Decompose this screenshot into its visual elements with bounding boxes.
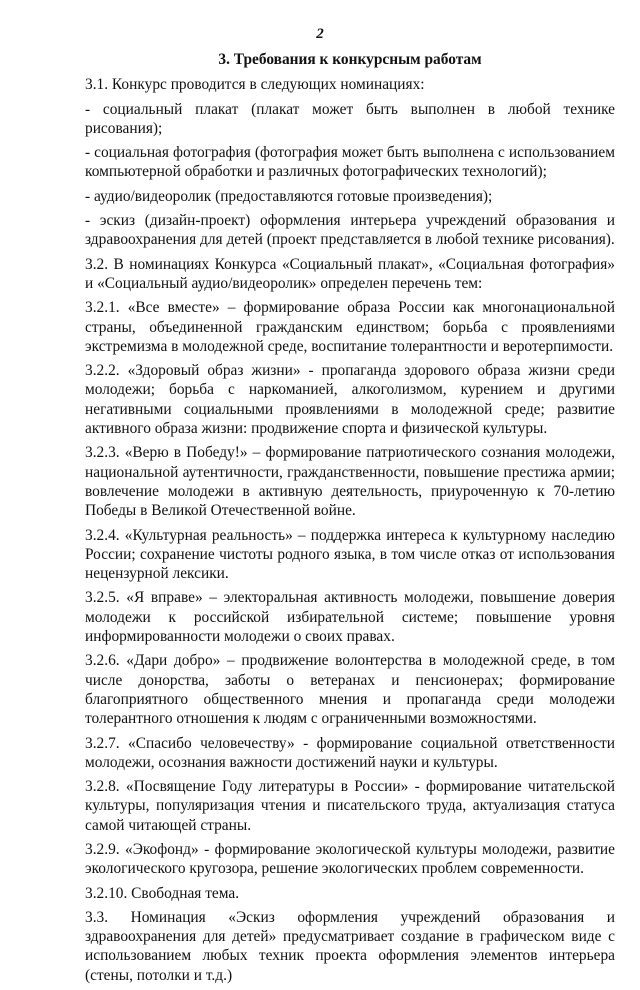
paragraph-photo: - социальная фотография (фотография может быть выполнена с использованием компьютерной обработки и различных фотографических технологий); xyxy=(85,144,615,181)
paragraph-3-2-4: 3.2.4. «Культурная реальность» – поддержка интереса к культурному наследию России; сохранение чистоты родного языка, в том числе отказ от использования нецензурной лексики. xyxy=(85,526,615,583)
page-number: 2 xyxy=(316,26,324,42)
paragraph-3-2-5: 3.2.5. «Я вправе» – электоральная активность молодежи, повышение доверия молодежи к российской избирательной системе; повышение уровня информированности молодежи о своих правах. xyxy=(85,589,615,646)
section-heading: 3. Требования к конкурсным работам xyxy=(218,51,482,68)
paragraph-3-2-10: 3.2.10. Свободная тема. xyxy=(85,884,240,902)
paragraph-3-2-9: 3.2.9. «Экофонд» - формирование экологической культуры молодежи, развитие экологического кругозора, решение экологических проблем современности. xyxy=(85,840,615,878)
paragraph-3-3: 3.3. Номинация «Эскиз оформления учреждений образования и здравоохранения для детей» предусматривает создание в графическом виде с использованием любых техник проекта оформления элементов интерьера (стены, потолки и т.д.) xyxy=(85,908,615,984)
paragraph-3-2-8: 3.2.8. «Посвящение Году литературы в России» - формирование читательской культуры, популяризация чтения и писательского труда, актуализация статуса самой читающей страны. xyxy=(85,778,615,834)
document-body xyxy=(85,50,615,990)
paragraph-3-2-6: 3.2.6. «Дари добро» – продвижение волонтерства в молодежной среде, в том числе донорства, заботы о ветеранах и пенсионерах; формирование благоприятного общественного мнения и пропаганда среди молодежи толерантного отношения к людям с ограниченными возможностями. xyxy=(85,652,615,728)
paragraph-3-2-3: 3.2.3. «Верю в Победу!» – формирование патриотического сознания молодежи, национальной аутентичности, гражданственности, повышение престижа армии; вовлечение молодежи в активную деятельность, приуроченную к 70-летию Победы в Великой Отечественной войне. xyxy=(85,444,615,520)
paragraph-3-1: 3.1. Конкурс проводится в следующих номинациях: xyxy=(85,76,425,94)
paragraph-poster: - социальный плакат (плакат может быть выполнен в любой технике рисования); xyxy=(85,100,615,137)
paragraph-3-2-1: 3.2.1. «Все вместе» – формирование образа России как многонациональной страны, объединенной гражданским единством; борьба с проявлениями экстремизма в молодежной среде, воспитание толерантности и веротерпимости. xyxy=(85,299,615,355)
paragraph-3-2-2: 3.2.2. «Здоровый образ жизни» - пропаганда здорового образа жизни среди молодежи; борьба с наркоманией, алкоголизмом, курением и другими негативными социальными проявлениями в молодежной среде; развитие активного образа жизни: продвижение спорта и физической культуры. xyxy=(85,362,615,438)
paragraph-3-2-7: 3.2.7. «Спасибо человечеству» - формирование социальной ответственности молодежи, осознания важности достижений науки и культуры. xyxy=(85,734,615,771)
paragraph-video: - аудио/видеоролик (предоставляются готовые произведения); xyxy=(85,187,493,205)
paragraph-sketch: - эскиз (дизайн-проект) оформления интерьера учреждений образования и здравоохранения для детей (проект представляется в любой технике рисования). xyxy=(85,212,615,249)
paragraph-3-2: 3.2. В номинациях Конкурса «Социальный плакат», «Социальная фотография» и «Социальный аудио/видеоролик» определен перечень тем: xyxy=(85,255,615,292)
